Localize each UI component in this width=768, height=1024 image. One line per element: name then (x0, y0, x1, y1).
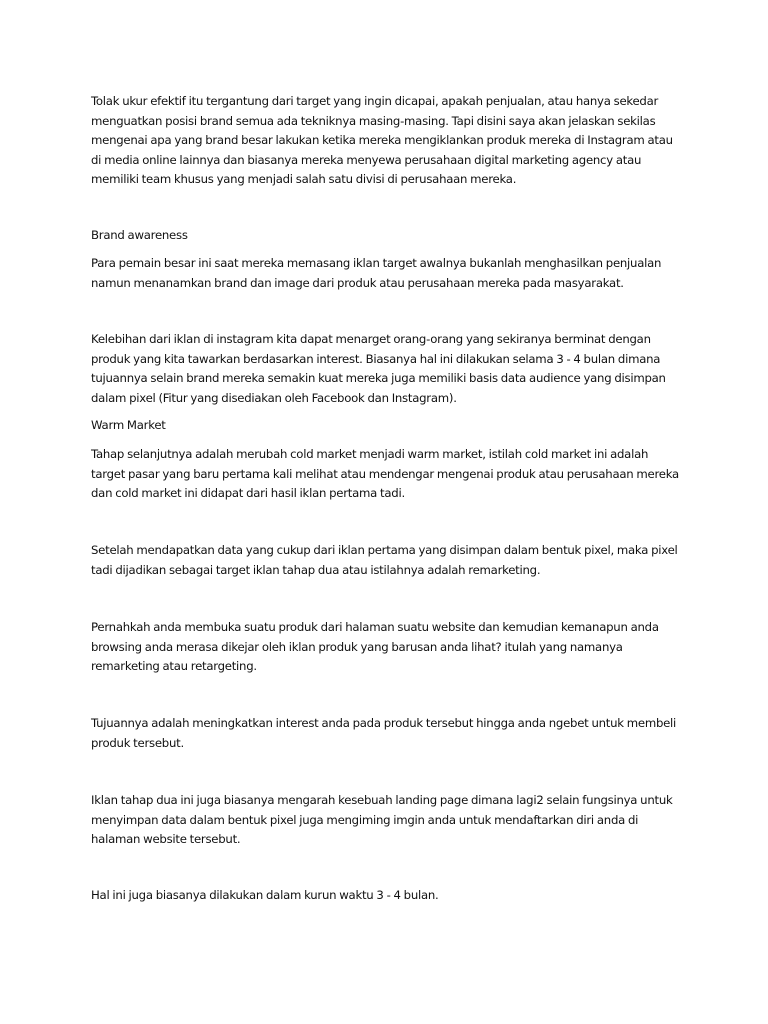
paragraph-retargeting-question (91, 618, 691, 677)
text-line: menguatkan posisi brand semua ada tekniknya masing-masing. Tapi disini saya akan jelaskan sekilas (91, 113, 656, 128)
text-line: target pasar yang baru pertama kali melihat atau mendengar mengenai produk atau perusahaan mereka (91, 466, 679, 481)
text-line: browsing anda merasa dikejar oleh iklan produk yang barusan anda lihat? itulah yang namanya (91, 639, 623, 654)
text-line: produk tersebut. (91, 735, 184, 750)
text-line: di media online lainnya dan biasanya mereka menyewa perusahaan digital marketing agency atau (91, 152, 642, 167)
text-line: Tolak ukur efektif itu tergantung dari target yang ingin dicapai, apakah penjualan, atau hanya sekedar (91, 94, 659, 108)
paragraph-instagram-benefit (91, 330, 691, 408)
text-line: Iklan tahap dua ini juga biasanya mengarah kesebuah landing page dimana lagi2 selain fungsinya untuk (91, 793, 673, 807)
paragraph-duration (91, 886, 691, 906)
text-line: Tahap selanjutnya adalah merubah cold market menjadi warm market, istilah cold market ini adalah (91, 447, 649, 461)
text-line: Setelah mendapatkan data yang cukup dari iklan pertama yang disimpan dalam bentuk pixel, maka pixel (91, 543, 678, 557)
text-line: tujuannya selain brand mereka semakin kuat mereka juga memiliki basis data audience yang disimpan (91, 371, 666, 385)
text-line: dalam pixel (Fitur yang disediakan oleh Facebook dan Instagram). (91, 390, 457, 405)
text-line: halaman website tersebut. (91, 832, 241, 846)
heading-brand-awareness (91, 226, 691, 246)
text-line: Hal ini juga biasanya dilakukan dalam kurun waktu 3 - 4 bulan. (91, 888, 439, 902)
paragraph-remarketing-intro (91, 541, 691, 580)
paragraph-intro (91, 92, 691, 190)
text-line: Para pemain besar ini saat mereka memasang iklan target awalnya bukanlah menghasilkan penjualan (91, 256, 662, 270)
text-line: Kelebihan dari iklan di instagram kita dapat menarget orang-orang yang sekiranya berminat dengan (91, 332, 651, 346)
heading-text: Warm Market (91, 418, 166, 432)
text-line: Pernahkah anda membuka suatu produk dari halaman suatu website dan kemudian kemanapun anda (91, 620, 659, 634)
text-line: mengenai apa yang brand besar lakukan ketika mereka mengiklankan produk mereka di Instagram atau (91, 133, 673, 147)
text-line: remarketing atau retargeting. (91, 659, 257, 673)
heading-warm-market (91, 416, 691, 436)
text-line: menyimpan data dalam bentuk pixel juga mengiming imgin anda untuk mendaftarkan diri anda di (91, 812, 639, 827)
text-line: produk yang kita tawarkan berdasarkan interest. Biasanya hal ini dilakukan selama 3 - 4 bulan dimana (91, 351, 661, 366)
text-line: namun menanamkan brand dan image dari produk atau perusahaan mereka pada masyarakat. (91, 275, 624, 290)
paragraph-goal (91, 714, 691, 753)
text-line: tadi dijadikan sebagai target iklan tahap dua atau istilahnya adalah remarketing. (91, 562, 541, 577)
text-line: dan cold market ini didapat dari hasil iklan pertama tadi. (91, 486, 405, 500)
paragraph-landing-page (91, 791, 691, 850)
text-line: Tujuannya adalah meningkatkan interest anda pada produk tersebut hingga anda ngebet untuk membeli (91, 716, 677, 730)
heading-text: Brand awareness (91, 228, 188, 242)
paragraph-brand-awareness (91, 254, 691, 293)
text-line: memiliki team khusus yang menjadi salah satu divisi di perusahaan mereka. (91, 172, 517, 186)
paragraph-warm-market (91, 445, 691, 504)
